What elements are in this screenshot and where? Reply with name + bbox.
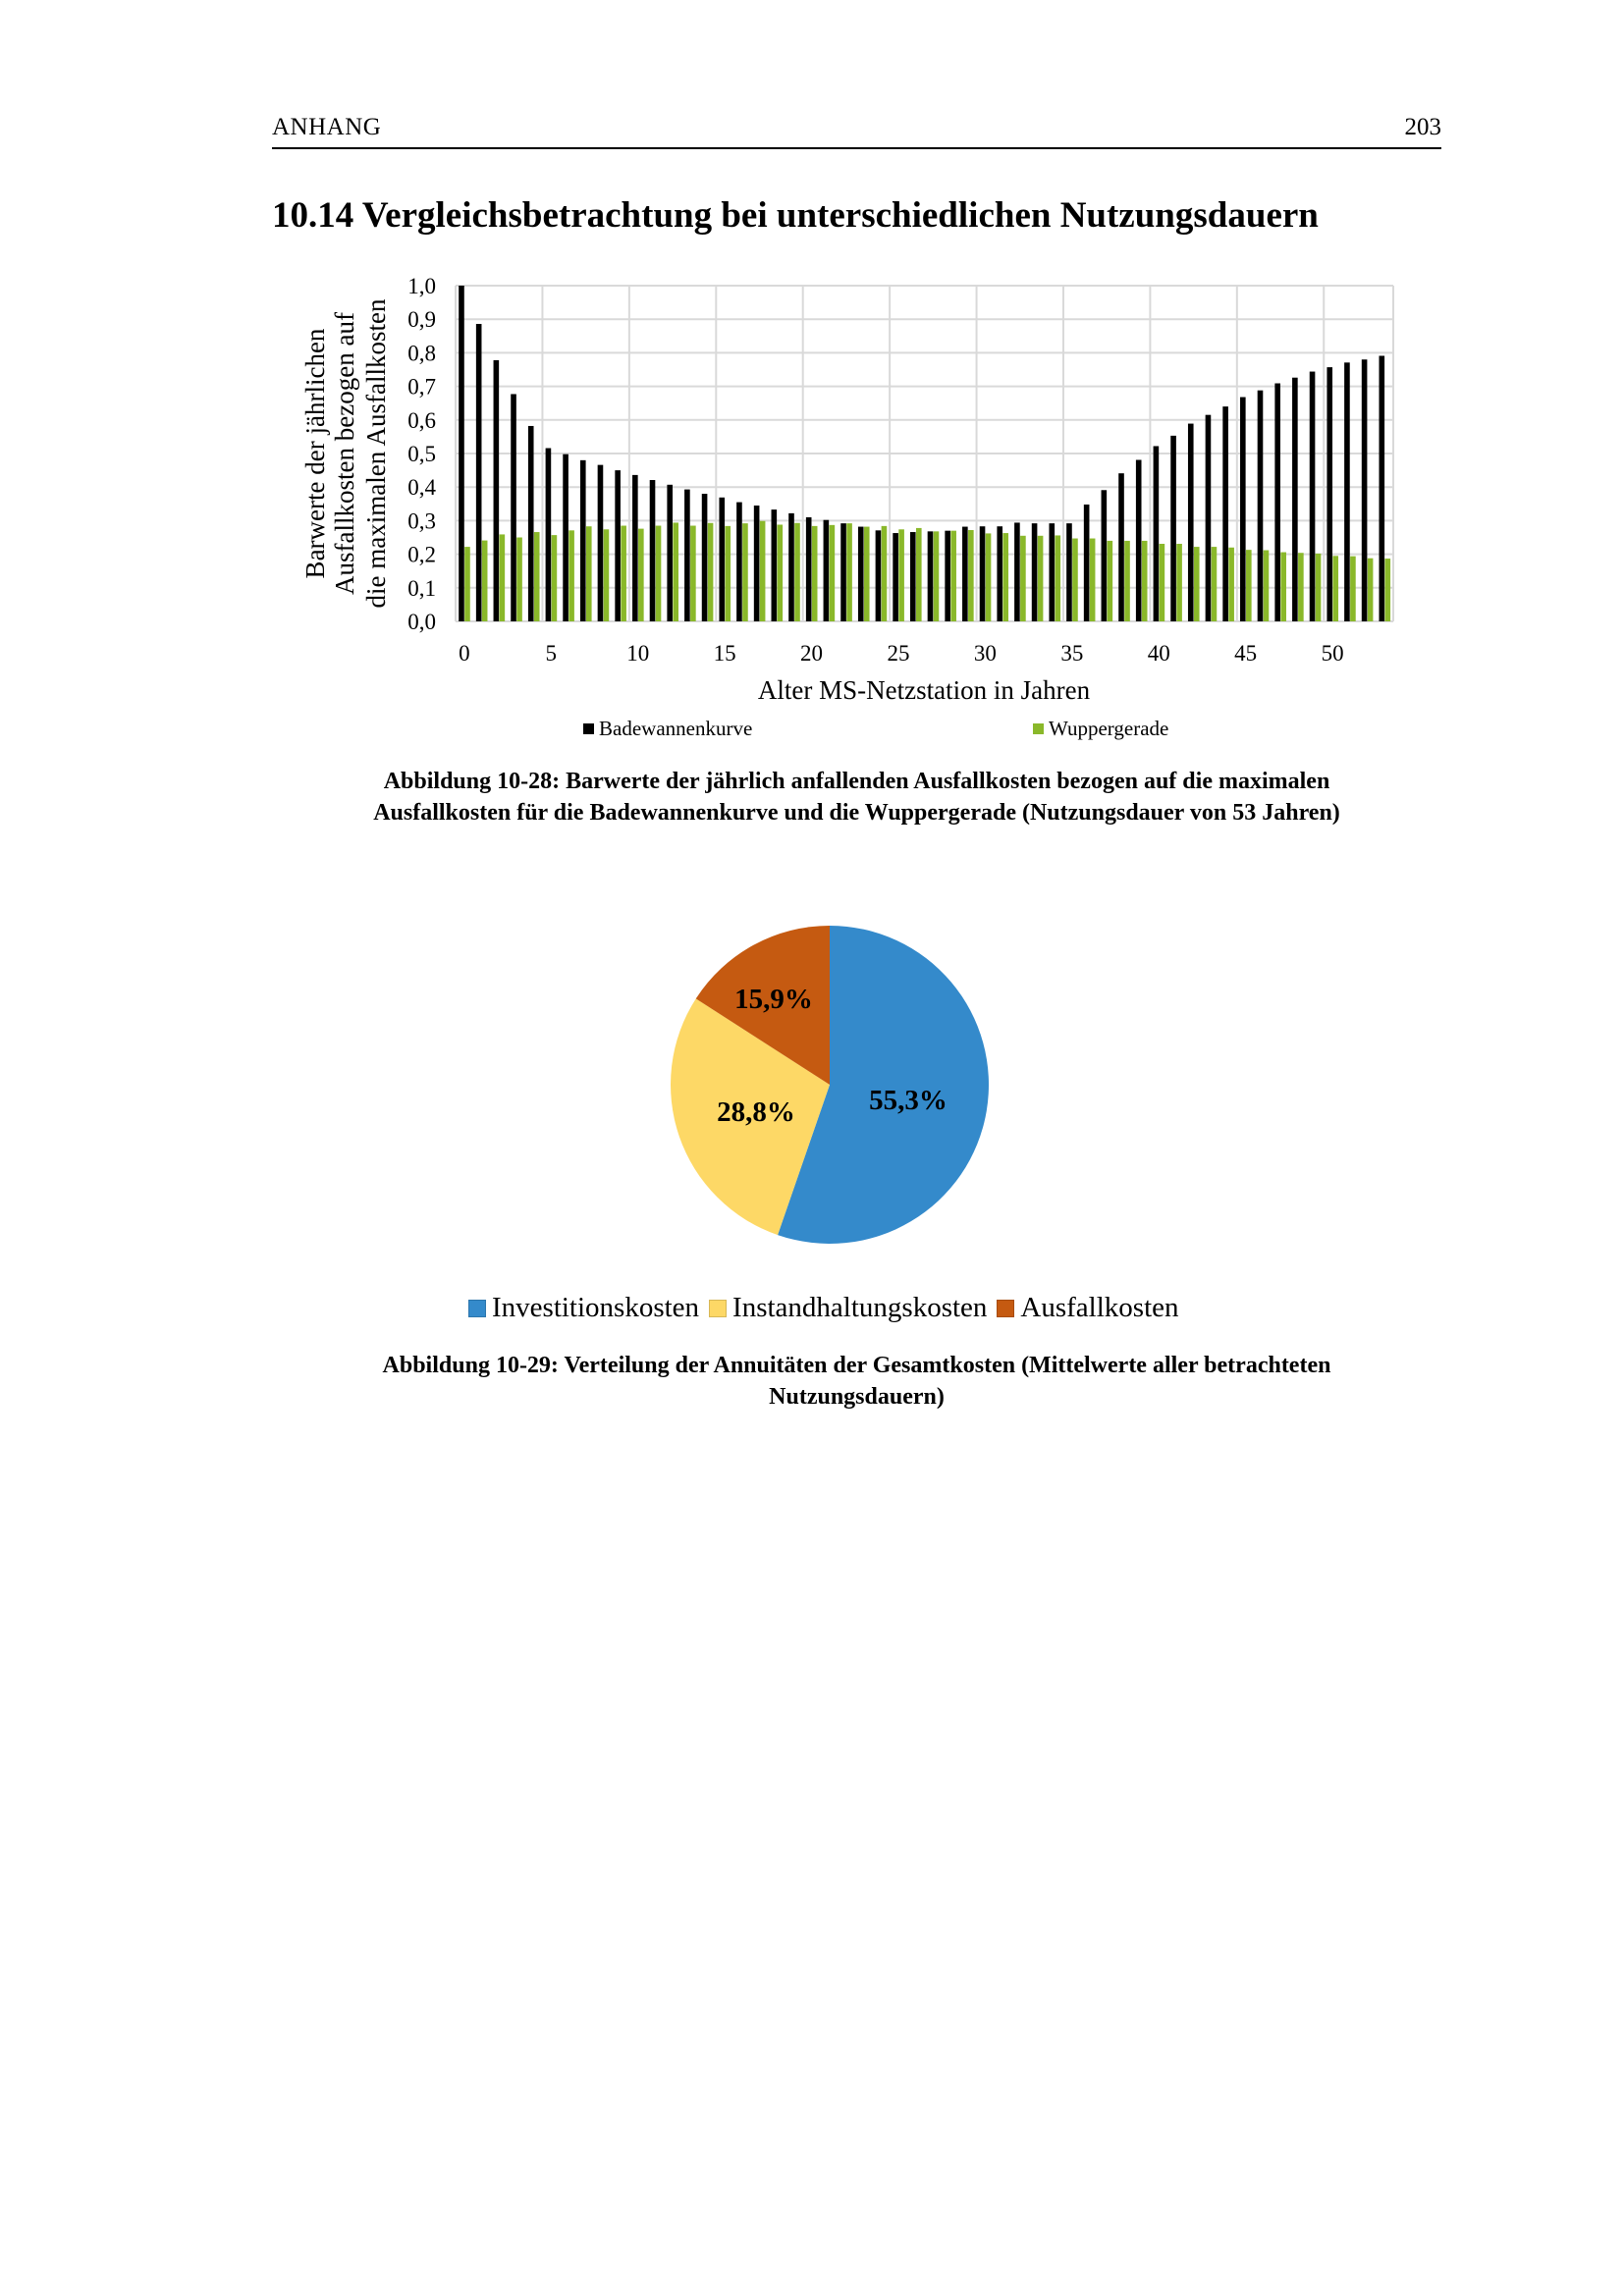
y-tick-label: 0,4 [407, 475, 436, 501]
bar-wuppergerade [882, 526, 888, 621]
y-axis-label-line: die maximalen Ausfallkosten [361, 298, 391, 609]
bar-badewannenkurve [1170, 436, 1176, 621]
pie-chart-legend [468, 1292, 1189, 1324]
bar-chart [0, 0, 1624, 707]
bar-wuppergerade [516, 538, 522, 622]
legend-item-badewannenkurve [583, 717, 752, 741]
x-tick-label: 25 [887, 641, 910, 666]
bar-badewannenkurve [840, 523, 846, 621]
bar-wuppergerade [690, 526, 696, 621]
bar-badewannenkurve [893, 533, 898, 621]
bar-wuppergerade [794, 523, 800, 621]
x-tick-label: 0 [459, 641, 470, 666]
running-header-text: ANHANG [272, 114, 382, 140]
bar-badewannenkurve [494, 360, 500, 621]
bar-badewannenkurve [528, 426, 534, 621]
y-tick-label: 0,3 [407, 508, 436, 534]
bar-wuppergerade [812, 526, 818, 621]
bar-badewannenkurve [1118, 473, 1124, 621]
bar-badewannenkurve [1014, 522, 1020, 621]
bar-badewannenkurve [598, 465, 604, 621]
pie-data-label: 28,8% [717, 1096, 795, 1128]
legend-item-ausfallkosten [997, 1292, 1178, 1324]
bar-wuppergerade [760, 521, 766, 621]
legend-swatch-orange [997, 1300, 1014, 1317]
bar-badewannenkurve [1136, 460, 1142, 622]
bar-wuppergerade [1108, 541, 1113, 621]
bar-wuppergerade [638, 529, 644, 621]
bar-wuppergerade [1368, 559, 1374, 621]
bar-badewannenkurve [511, 394, 516, 621]
bar-wuppergerade [846, 523, 852, 621]
bar-badewannenkurve [632, 475, 638, 621]
legend-label: Badewannenkurve [599, 717, 753, 740]
bar-badewannenkurve [1102, 490, 1108, 621]
bar-wuppergerade [916, 528, 922, 621]
bar-wuppergerade [1228, 548, 1234, 621]
pie-chart [0, 883, 1624, 1276]
y-tick-label: 0,0 [407, 610, 436, 634]
bar-wuppergerade [1142, 541, 1148, 621]
bar-wuppergerade [864, 527, 870, 621]
y-axis-ticks [407, 274, 436, 634]
legend-label: Instandhaltungskosten [732, 1292, 988, 1323]
bar-wuppergerade [934, 531, 940, 621]
bar-wuppergerade [1280, 553, 1286, 621]
bar-badewannenkurve [650, 480, 656, 621]
bar-badewannenkurve [876, 530, 882, 621]
y-tick-label: 0,9 [407, 307, 436, 333]
bar-wuppergerade [621, 526, 626, 621]
x-tick-label: 45 [1234, 641, 1258, 666]
bar-wuppergerade [464, 547, 470, 621]
legend-swatch-green [1033, 723, 1044, 734]
bar-badewannenkurve [754, 506, 760, 621]
y-tick-label: 0,5 [407, 442, 436, 466]
bar-badewannenkurve [928, 531, 934, 621]
x-axis-label: Alter MS-Netzstation in Jahren [757, 675, 1091, 705]
bar-wuppergerade [1316, 554, 1322, 621]
legend-swatch-yellow [709, 1300, 727, 1317]
y-tick-label: 0,7 [407, 374, 436, 400]
x-tick-label: 10 [626, 641, 650, 666]
bar-wuppergerade [586, 526, 592, 621]
bar-wuppergerade [950, 531, 956, 621]
bar-wuppergerade [986, 533, 992, 621]
bar-wuppergerade [1055, 535, 1060, 621]
legend-label: Ausfallkosten [1020, 1292, 1179, 1323]
legend-item-instandhaltungskosten [709, 1292, 987, 1324]
x-tick-label: 20 [800, 641, 824, 666]
bar-badewannenkurve [1326, 367, 1332, 621]
bar-wuppergerade [1350, 557, 1356, 621]
caption-line: Nutzungsdauern) [769, 1384, 945, 1410]
y-tick-label: 1,0 [407, 274, 436, 298]
x-axis-ticks [459, 641, 1344, 666]
bar-wuppergerade [1176, 544, 1182, 621]
bar-badewannenkurve [962, 527, 968, 621]
bar-wuppergerade [1298, 553, 1304, 621]
bar-wuppergerade [604, 529, 610, 621]
x-tick-label: 35 [1060, 641, 1084, 666]
bar-badewannenkurve [736, 503, 742, 621]
bar-badewannenkurve [1084, 505, 1090, 621]
legend-item-wuppergerade [1033, 717, 1168, 741]
bar-badewannenkurve [824, 520, 830, 621]
legend-label: Wuppergerade [1049, 717, 1169, 740]
y-axis-label [300, 298, 391, 608]
bar-badewannenkurve [1032, 523, 1038, 621]
bar-wuppergerade [1090, 539, 1096, 621]
bar-badewannenkurve [980, 526, 986, 621]
bar-badewannenkurve [1240, 398, 1246, 621]
figure-caption-10-29 [272, 1350, 1441, 1413]
bar-badewannenkurve [1066, 523, 1072, 621]
bar-badewannenkurve [615, 470, 621, 621]
bar-wuppergerade [898, 529, 904, 621]
caption-line: Abbildung 10-29: Verteilung der Annuitäten der Gesamtkosten (Mittelwerte aller betrachteten [382, 1353, 1331, 1378]
bar-badewannenkurve [1362, 359, 1368, 621]
bar-badewannenkurve [546, 449, 552, 621]
bar-wuppergerade [1002, 533, 1008, 621]
bar-wuppergerade [500, 534, 506, 621]
bar-wuppergerade [968, 530, 974, 621]
bar-badewannenkurve [1206, 415, 1212, 621]
bar-wuppergerade [482, 541, 488, 621]
section-title: 10.14 Vergleichsbetrachtung bei unterschiedlichen Nutzungsdauern [272, 195, 1319, 236]
x-tick-label: 15 [713, 641, 736, 666]
bar-wuppergerade [673, 522, 678, 621]
bar-wuppergerade [1194, 547, 1200, 621]
x-tick-label: 30 [973, 641, 997, 666]
page-number: 203 [1404, 114, 1441, 140]
bar-badewannenkurve [858, 527, 864, 621]
bar-wuppergerade [552, 535, 558, 621]
legend-swatch-blue [468, 1300, 486, 1317]
legend-label: Investitionskosten [492, 1292, 700, 1323]
bar-badewannenkurve [997, 526, 1002, 621]
y-tick-label: 0,1 [407, 575, 436, 601]
bar-badewannenkurve [1049, 523, 1055, 621]
bar-wuppergerade [830, 525, 836, 621]
bar-wuppergerade [568, 530, 574, 621]
x-tick-label: 40 [1147, 641, 1170, 666]
bar-badewannenkurve [1188, 424, 1194, 621]
y-tick-label: 0,2 [407, 542, 436, 567]
bar-badewannenkurve [459, 286, 464, 621]
bar-badewannenkurve [667, 485, 673, 621]
bar-badewannenkurve [1310, 372, 1316, 621]
bar-badewannenkurve [580, 460, 586, 621]
bar-wuppergerade [1332, 556, 1338, 621]
figure-caption-10-28 [272, 766, 1441, 828]
y-tick-label: 0,6 [407, 407, 436, 433]
bar-wuppergerade [708, 523, 714, 621]
bar-badewannenkurve [1274, 384, 1280, 621]
bar-wuppergerade [1212, 547, 1218, 621]
caption-line: Abbildung 10-28: Barwerte der jährlich anfallenden Ausfallkosten bezogen auf die maximalen [383, 769, 1330, 794]
bar-wuppergerade [742, 523, 748, 621]
bar-wuppergerade [1385, 559, 1391, 621]
bar-badewannenkurve [1292, 378, 1298, 621]
bar-badewannenkurve [719, 498, 725, 621]
bar-wuppergerade [1038, 536, 1044, 621]
bar-badewannenkurve [788, 513, 794, 621]
legend-swatch-black [583, 723, 594, 734]
bar-wuppergerade [1124, 541, 1130, 621]
bar-badewannenkurve [1222, 406, 1228, 621]
bar-badewannenkurve [1258, 391, 1264, 621]
bar-badewannenkurve [806, 517, 812, 621]
bar-badewannenkurve [684, 490, 690, 621]
y-axis-label-line: Barwerte der jährlichen [300, 328, 330, 579]
pie-data-label: 15,9% [734, 984, 813, 1015]
bar-wuppergerade [1246, 550, 1252, 621]
legend-item-investitionskosten [468, 1292, 699, 1324]
bar-wuppergerade [1160, 544, 1165, 621]
x-tick-label: 5 [545, 641, 558, 666]
bar-badewannenkurve [476, 324, 482, 621]
bar-badewannenkurve [1344, 362, 1350, 621]
bar-badewannenkurve [772, 509, 778, 621]
bar-wuppergerade [1020, 536, 1026, 621]
bar-badewannenkurve [910, 532, 916, 621]
bar-badewannenkurve [945, 531, 950, 621]
y-tick-label: 0,8 [407, 341, 436, 366]
bar-wuppergerade [1264, 551, 1270, 622]
bar-badewannenkurve [1154, 446, 1160, 621]
bar-wuppergerade [725, 526, 731, 621]
bar-badewannenkurve [563, 454, 568, 621]
chart-gridlines [456, 286, 1393, 621]
pie-data-label: 55,3% [869, 1085, 947, 1116]
bar-badewannenkurve [1380, 355, 1385, 621]
bar-wuppergerade [1072, 539, 1078, 621]
y-axis-label-line: Ausfallkosten bezogen auf [330, 312, 359, 595]
bar-wuppergerade [534, 532, 540, 621]
x-tick-label: 50 [1321, 641, 1344, 666]
bar-wuppergerade [656, 526, 662, 621]
caption-line: Ausfallkosten für die Badewannenkurve und die Wuppergerade (Nutzungsdauer von 53 Jahren) [373, 800, 1340, 826]
bar-badewannenkurve [702, 494, 708, 621]
bar-wuppergerade [778, 525, 784, 622]
